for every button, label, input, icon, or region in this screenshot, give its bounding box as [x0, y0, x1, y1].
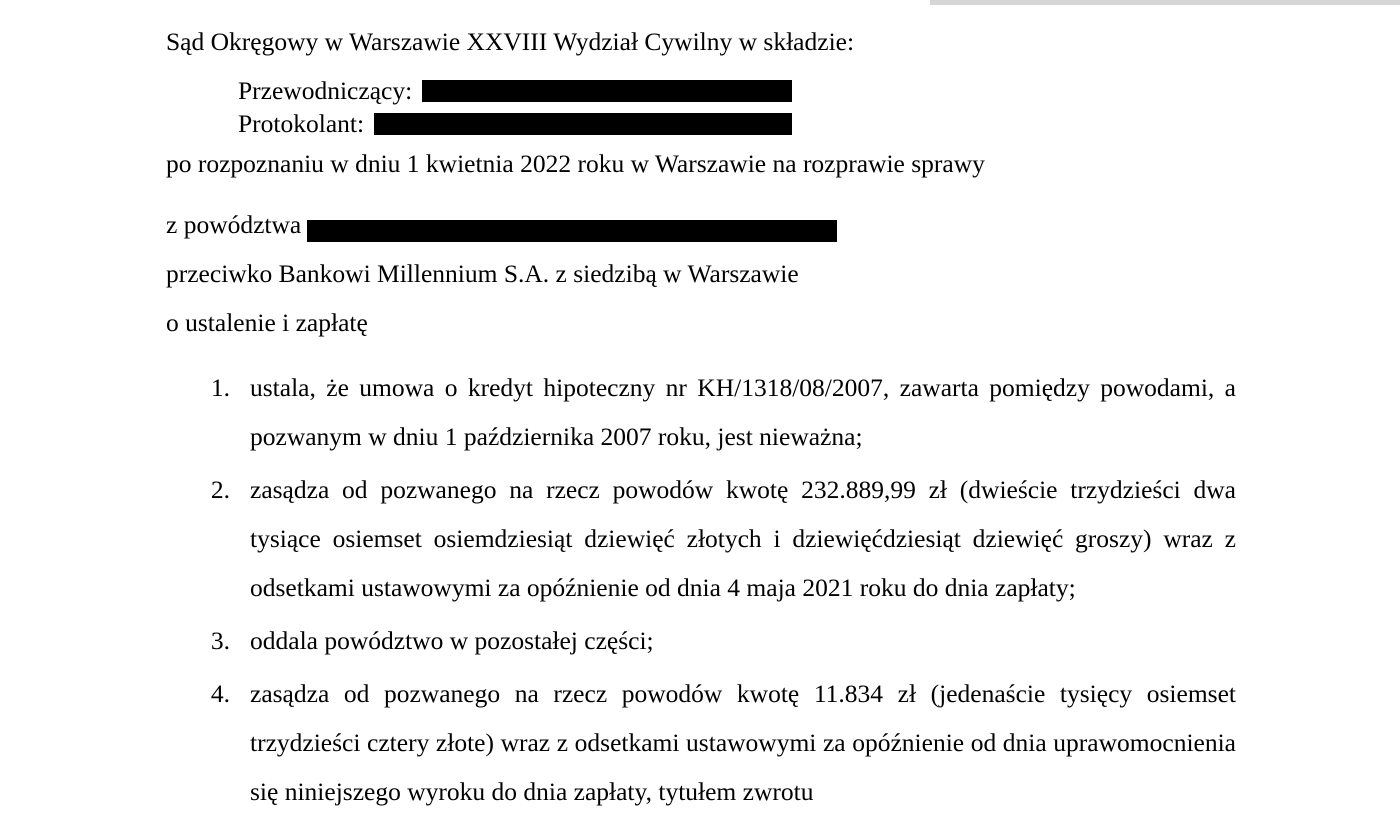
judgment-item-text: oddala powództwo w pozostałej części; [250, 625, 654, 655]
redaction-bar-clerk [374, 113, 792, 135]
redaction-bar-presiding [422, 80, 792, 102]
bench-row-clerk [238, 108, 1236, 141]
judgment-item-text: zasądza od pozwanego na rzecz powodów kwotę 11.834 zł (jedenaście tysięcy osiemset trzydzieści cztery złote) wraz z odsetkami ustawowymi za opóźnienie od dnia uprawomocnienia się niniejszego wyroku do dnia zapłaty, tytułem zwrotu [250, 678, 1236, 806]
defendant-line: przeciwko Bankowi Millennium S.A. z siedzibą w Warszawie [166, 259, 799, 289]
redaction-bar-plaintiff [307, 220, 837, 242]
judgment-items-list [166, 364, 1236, 817]
judgment-item [166, 670, 1236, 817]
page-top-strip [930, 0, 1400, 5]
court-composition-line: Sąd Okręgowy w Warszawie XXVIII Wydział Cywilny w składzie: [166, 27, 855, 56]
judgment-item [166, 466, 1236, 613]
plaintiff-prefix: z powództwa [166, 210, 302, 240]
bench-label-clerk: Protokolant: [238, 108, 365, 138]
bench-block [238, 75, 1236, 140]
plaintiff-line [166, 201, 1236, 250]
bench-label-presiding: Przewodniczący: [238, 75, 413, 105]
subject-line: o ustalenie i zapłatę [166, 308, 368, 338]
judgment-item [166, 617, 1236, 666]
judgment-item [166, 364, 1236, 462]
judgment-item-text: zasądza od pozwanego na rzecz powodów kwotę 232.889,99 zł (dwieście trzydzieści dwa tysiące osiemset osiemdziesiąt dziewięć złotych i dziewięćdziesiąt dziewięć groszy) wraz z odsetkami ustawowymi za opóźnienie od dnia 4 maja 2021 roku do dnia zapłaty; [250, 474, 1236, 602]
document-body [166, 18, 1236, 821]
hearing-line: po rozpoznaniu w dniu 1 kwietnia 2022 roku w Warszawie na rozprawie sprawy [166, 149, 985, 179]
judgment-item-text: ustala, że umowa o kredyt hipoteczny nr KH/1318/08/2007, zawarta pomiędzy powodami, a pozwanym w dniu 1 października 2007 roku, jest nieważna; [250, 373, 1236, 451]
bench-row-presiding [238, 75, 1236, 108]
